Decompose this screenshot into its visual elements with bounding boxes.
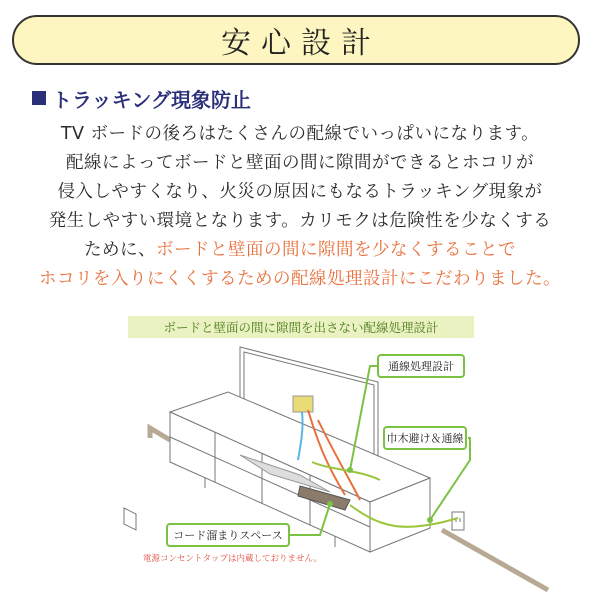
callout-baseboard: 巾木避け＆通線 — [383, 426, 467, 450]
paragraph-line: 配線によってボードと壁面の間に隙間ができるとホコリが — [66, 153, 534, 173]
paragraph-line: 侵入しやすくなり、火災の原因にもなるトラッキング現象が — [57, 182, 543, 202]
section-heading-text: トラッキング現象防止 — [52, 87, 251, 112]
paragraph-line: 発生しやすい環境となります。カリモクは危険性を少なくする — [48, 211, 552, 231]
page-title: 安心設計 — [221, 26, 381, 61]
square-bullet-icon — [32, 91, 46, 105]
paragraph-text: ために、 — [84, 240, 156, 260]
callout-cord-space: コード溜まりスペース — [166, 523, 290, 547]
paragraph-highlight-line: ホコリを入りにくくするための配線処理設計にこだわりました。 — [39, 269, 561, 289]
paragraph-highlight: ボードと壁面の間に隙間を少なくすることで — [156, 240, 516, 260]
description-paragraph — [0, 120, 600, 294]
title-banner — [12, 15, 580, 65]
outlet-note: 電源コンセントタップは内蔵しておりません。 — [143, 554, 323, 564]
callout-wire-routing: 通線処理設計 — [377, 354, 465, 378]
paragraph-line: TV ボードの後ろはたくさんの配線でいっぱいになります。 — [60, 124, 540, 144]
figure-caption: ボードと壁面の間に隙間を出さない配線処理設計 — [128, 316, 474, 338]
paragraph-line-mixed — [0, 236, 600, 265]
section-heading — [32, 84, 251, 112]
